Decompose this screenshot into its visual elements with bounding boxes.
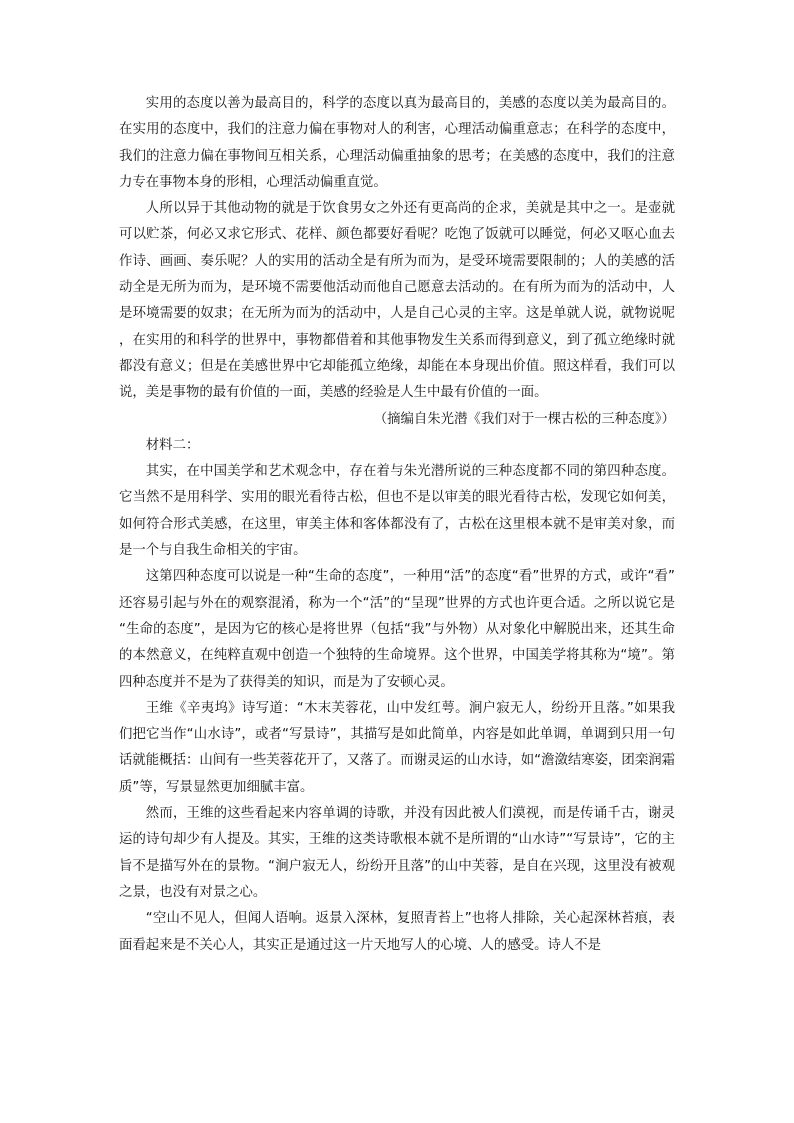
paragraph-wang-wei-poem: 王维《辛夷坞》诗写道：“木末芙蓉花，山中发红萼。涧户寂无人，纷纷开且落。”如果我们把它当作“山水诗”，或者“写景诗”，其描写是如此简单，内容是如此单调，单调到只用一句话就能概括：山间有一些芙蓉花开了，又落了。而谢灵运的山水诗，如“澹潋结寒姿，团栾润霜质”等，写景显然更加细腻丰富。 [119, 700, 675, 795]
paragraph-empty-mountain: “空山不见人，但闻人语响。返景入深林，复照青苔上”也将人排除，关心起深林苔痕，表面看起来是不关心人，其实正是通过这一片天地写人的心境、人的感受。诗人不是 [119, 911, 675, 953]
paragraph-practical-attitudes: 实用的态度以善为最高目的，科学的态度以真为最高目的，美感的态度以美为最高目的。在实用的态度中，我们的注意力偏在事物对人的利害，心理活动偏重意志；在科学的态度中，我们的注意力偏在事物间互相关系，心理活动偏重抽象的思考；在美感的态度中，我们的注意力专在事物本身的形相，心理活动偏重直觉。 [119, 96, 675, 190]
paragraph-life-attitude: 这第四种态度可以说是一种“生命的态度”，一种用“活”的态度“看”世界的方式，或许“看”还容易引起与外在的观察混淆，称为一个“活”的“呈现”世界的方式也许更合适。之所以说它是“生命的态度”，是因为它的核心是将世界（包括“我”与外物）从对象化中解脱出来，还其生命的本然意义，在纯粹直观中创造一个独特的生命境界。这个世界，中国美学将其称为“境”。第四种态度并不是为了获得美的知识，而是为了安顿心灵。 [119, 569, 675, 690]
paragraph-wang-wei-legacy: 然而，王维的这些看起来内容单调的诗歌，并没有因此被人们漠视，而是传诵千古，谢灵运的诗句却少有人提及。其实，王维的这类诗歌根本就不是所谓的“山水诗”“写景诗”，它的主旨不是描写外在的景物。“涧户寂无人，纷纷开且落”的山中芙蓉，是自在兴现，这里没有被观之景，也没有对景之心。 [119, 806, 675, 900]
source-attribution: （摘编自朱光潜《我们对于一棵古松的三种态度》） [373, 411, 675, 427]
paragraph-human-beauty: 人所以异于其他动物的就是于饮食男女之外还有更高尚的企求，美就是其中之一。是壶就可以贮茶，何必又求它形式、花样、颜色都要好看呢？吃饱了饭就可以睡觉，何必又呕心血去作诗、画画、奏乐呢？人的实用的活动全是有所为而为，是受环境需要限制的；人的美感的活动全是无所为而为，是环境不需要他活动而他自己愿意去活动的。在有所为而为的活动中，人是环境需要的奴隶；在无所为而为的活动中，人是自己心灵的主宰。这是单就人说，就物说呢，在实用的和科学的世界中，事物都借着和其他事物发生关系而得到意义，到了孤立绝缘时就都没有意义；但是在美感世界中它却能孤立绝缘，却能在本身现出价值。照这样看，我们可以说，美是事物的最有价值的一面，美感的经验是人生中最有价值的一面。 [119, 201, 675, 401]
paragraph-fourth-attitude: 其实，在中国美学和艺术观念中，存在着与朱光潜所说的三种态度都不同的第四种态度。它当然不是用科学、实用的眼光看待古松，但也不是以审美的眼光看待古松，发现它如何美，如何符合形式美感，在这里，审美主体和客体都没有了，古松在这里根本就不是审美对象，而是一个与自我生命相关的宇宙。 [119, 464, 675, 559]
material-two-heading: 材料二： [145, 437, 200, 453]
document-page [119, 91, 675, 959]
